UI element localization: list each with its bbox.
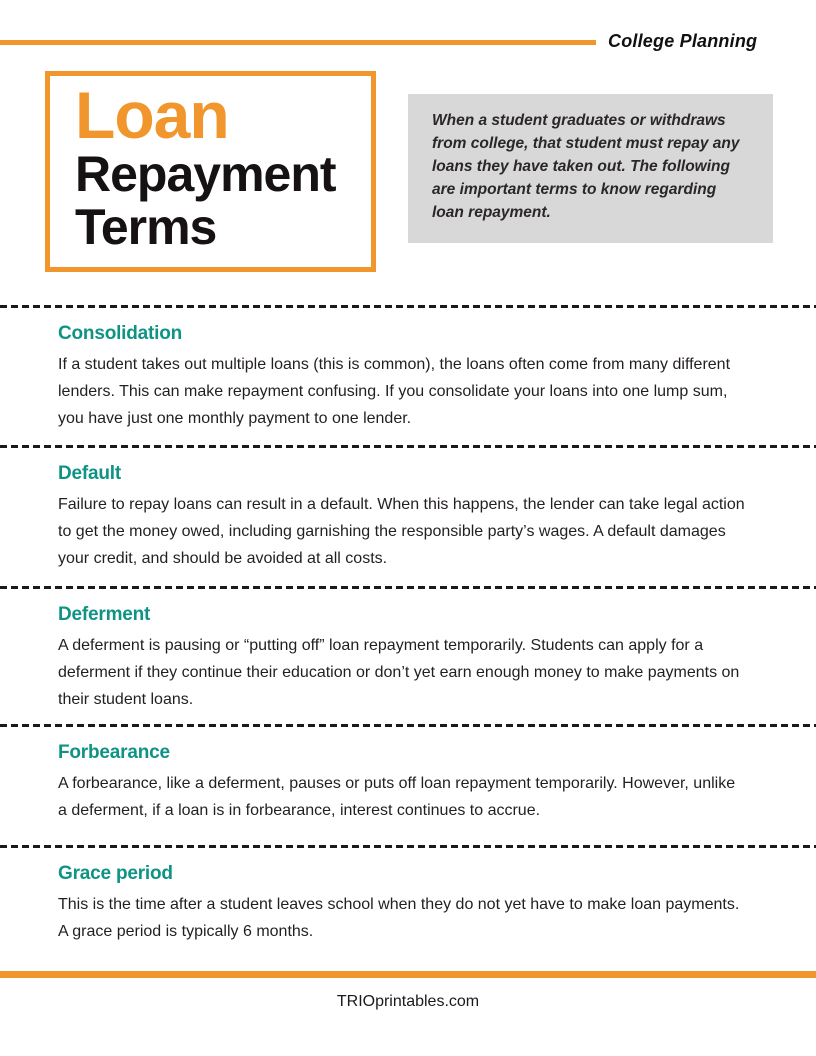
section-forbearance xyxy=(0,724,816,845)
intro-box xyxy=(408,94,773,243)
dashed-divider xyxy=(0,845,816,848)
section-heading: Forbearance xyxy=(58,742,170,763)
page-title-line-2: Repayment xyxy=(75,146,336,202)
section-consolidation xyxy=(0,305,816,445)
footer-accent-rule xyxy=(0,971,816,978)
dashed-divider xyxy=(0,724,816,727)
section-heading: Grace period xyxy=(58,863,173,884)
page-title-line-3: Terms xyxy=(75,199,217,255)
section-heading: Default xyxy=(58,463,121,484)
intro-text: When a student graduates or withdraws from college, that student must repay any loans they have taken out. The following are important terms to know regarding loan repayment. xyxy=(432,112,740,221)
title-box xyxy=(45,71,376,272)
section-default xyxy=(0,445,816,586)
section-body: Failure to repay loans can result in a default. When this happens, the lender can take legal action to get the money owed, including garnishing the responsible party’s wages. A default damages your credit, and should be avoided at all costs. xyxy=(58,496,745,567)
section-heading: Deferment xyxy=(58,604,151,625)
section-body: A deferment is pausing or “putting off” loan repayment temporarily. Students can apply for a deferment if they continue their education or don’t yet earn enough money to make payments on their student loans. xyxy=(58,637,740,708)
section-body: If a student takes out multiple loans (this is common), the loans often come from many different lenders. This can make repayment confusing. If you consolidate your loans into one lump sum, you have just one monthly payment to one lender. xyxy=(58,356,731,427)
dashed-divider xyxy=(0,445,816,448)
dashed-divider xyxy=(0,586,816,589)
section-deferment xyxy=(0,586,816,724)
dashed-divider xyxy=(0,305,816,308)
footer xyxy=(0,971,816,1011)
footer-site-text: TRIOprintables.com xyxy=(336,993,480,1010)
terms-list xyxy=(0,305,816,971)
section-heading: Consolidation xyxy=(58,323,183,344)
header-accent-rule xyxy=(0,40,596,45)
category-label: College Planning xyxy=(608,31,758,51)
section-body: This is the time after a student leaves school when they do not yet have to make loan payments. A grace period is typically 6 months. xyxy=(58,896,740,940)
section-grace-period xyxy=(0,845,816,971)
section-body: A forbearance, like a deferment, pauses or puts off loan repayment temporarily. However, unlike a deferment, if a loan is in forbearance, interest continues to accrue. xyxy=(58,775,736,819)
page-title-line-1: Loan xyxy=(75,78,229,152)
header xyxy=(0,0,816,305)
